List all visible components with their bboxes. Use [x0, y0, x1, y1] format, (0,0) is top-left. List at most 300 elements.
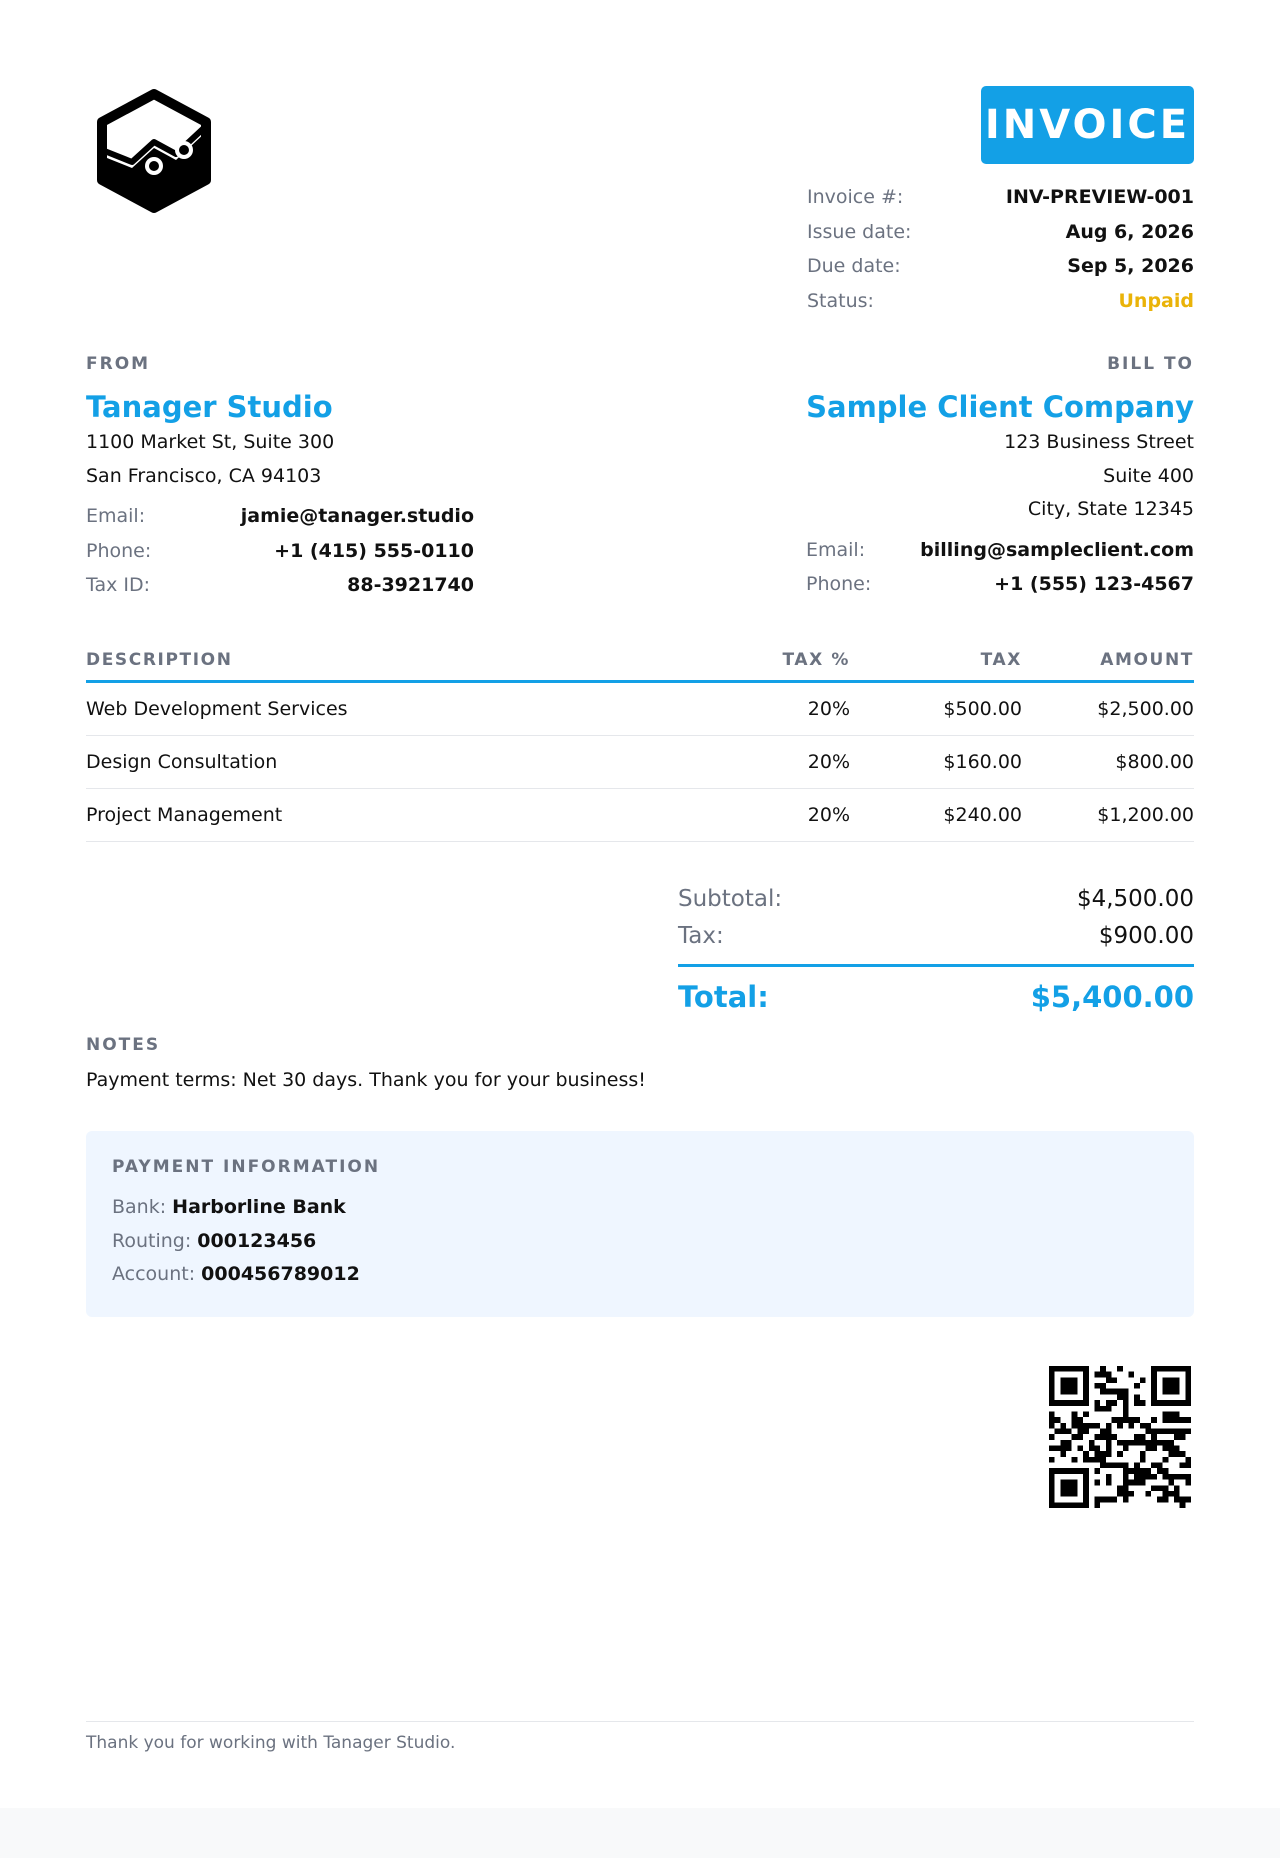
- qr-module: [1168, 1440, 1174, 1446]
- qr-module: [1055, 1446, 1061, 1452]
- qr-module: [1072, 1377, 1078, 1383]
- qr-module: [1072, 1485, 1078, 1491]
- qr-module: [1157, 1463, 1163, 1469]
- qr-module: [1146, 1440, 1152, 1446]
- qr-module: [1049, 1491, 1055, 1497]
- meta-label: Due date:: [807, 255, 901, 278]
- item-tax-percent: 20%: [700, 789, 850, 842]
- qr-module: [1072, 1411, 1078, 1417]
- qr-module: [1049, 1446, 1055, 1452]
- item-description: Design Consultation: [86, 736, 700, 789]
- qr-module: [1100, 1428, 1106, 1434]
- qr-module: [1066, 1485, 1072, 1491]
- item-tax-percent: 20%: [700, 736, 850, 789]
- item-tax: $500.00: [850, 682, 1022, 736]
- qr-module: [1049, 1389, 1055, 1395]
- qr-module: [1151, 1446, 1157, 1452]
- meta-label: Status:: [807, 289, 874, 312]
- qr-module: [1117, 1417, 1123, 1423]
- qr-module: [1077, 1428, 1083, 1434]
- item-amount: $1,200.00: [1022, 789, 1194, 842]
- qr-module: [1060, 1383, 1066, 1389]
- qr-module: [1129, 1491, 1135, 1497]
- subtotal-value: $4,500.00: [1076, 885, 1194, 912]
- header-tax: TAX: [850, 640, 1022, 682]
- qr-module: [1151, 1428, 1157, 1434]
- qr-module: [1174, 1383, 1180, 1389]
- qr-module: [1163, 1497, 1169, 1503]
- qr-module: [1146, 1428, 1152, 1434]
- qr-module: [1168, 1474, 1174, 1480]
- qr-code-icon: [1049, 1366, 1191, 1508]
- meta-value: Sep 5, 2026: [1067, 255, 1194, 278]
- qr-module: [1163, 1400, 1169, 1406]
- bill-to-heading: BILL TO: [1107, 354, 1194, 374]
- qr-module: [1066, 1428, 1072, 1434]
- grand-total-row: [678, 967, 1194, 1027]
- qr-module: [1072, 1468, 1078, 1474]
- routing-value: 000123456: [197, 1229, 317, 1252]
- qr-module: [1083, 1366, 1089, 1372]
- qr-module: [1100, 1389, 1106, 1395]
- qr-module: [1100, 1383, 1106, 1389]
- qr-module: [1163, 1474, 1169, 1480]
- routing-label: Routing:: [112, 1229, 192, 1252]
- payment-heading: PAYMENT INFORMATION: [112, 1157, 381, 1177]
- client-phone: +1 (555) 123-4567: [994, 573, 1194, 596]
- qr-module: [1151, 1434, 1157, 1440]
- qr-module: [1049, 1497, 1055, 1503]
- qr-module: [1106, 1377, 1112, 1383]
- client-email-row: [806, 533, 1194, 568]
- qr-module: [1180, 1451, 1186, 1457]
- qr-module: [1185, 1497, 1191, 1503]
- qr-module: [1083, 1394, 1089, 1400]
- qr-module: [1060, 1468, 1066, 1474]
- contact-label: Phone:: [86, 539, 152, 562]
- qr-module: [1077, 1423, 1083, 1429]
- qr-module: [1049, 1366, 1055, 1372]
- qr-module: [1100, 1366, 1106, 1372]
- tax-total-row: [678, 917, 1194, 954]
- subtotal-row: [678, 880, 1194, 917]
- qr-module: [1066, 1377, 1072, 1383]
- qr-module: [1111, 1463, 1117, 1469]
- qr-module: [1094, 1434, 1100, 1440]
- qr-module: [1083, 1411, 1089, 1417]
- qr-module: [1049, 1411, 1055, 1417]
- qr-module: [1117, 1463, 1123, 1469]
- meta-row-invoice-number: [807, 180, 1194, 215]
- qr-module: [1117, 1491, 1123, 1497]
- invoice-meta: [807, 180, 1194, 318]
- qr-module: [1180, 1502, 1186, 1508]
- qr-module: [1134, 1480, 1140, 1486]
- qr-module: [1049, 1400, 1055, 1406]
- from-heading: FROM: [86, 354, 151, 374]
- qr-module: [1146, 1423, 1152, 1429]
- qr-module: [1106, 1497, 1112, 1503]
- item-description: Web Development Services: [86, 682, 700, 736]
- table-header-row: [86, 640, 1194, 682]
- qr-module: [1060, 1366, 1066, 1372]
- qr-module: [1185, 1377, 1191, 1383]
- qr-module: [1123, 1497, 1129, 1503]
- qr-module: [1106, 1423, 1112, 1429]
- qr-module: [1185, 1428, 1191, 1434]
- tax-total-label: Tax:: [678, 922, 724, 949]
- qr-module: [1106, 1428, 1112, 1434]
- qr-module: [1185, 1474, 1191, 1480]
- qr-module: [1111, 1389, 1117, 1395]
- bank-row: [112, 1191, 1168, 1225]
- qr-module: [1060, 1491, 1066, 1497]
- qr-module: [1185, 1463, 1191, 1469]
- qr-module: [1083, 1502, 1089, 1508]
- qr-module: [1174, 1474, 1180, 1480]
- qr-module: [1174, 1434, 1180, 1440]
- qr-module: [1066, 1383, 1072, 1389]
- meta-label: Invoice #:: [807, 186, 904, 209]
- qr-module: [1066, 1480, 1072, 1486]
- qr-module: [1157, 1400, 1163, 1406]
- sender-address-line: San Francisco, CA 94103: [86, 464, 322, 487]
- meta-value: INV-PREVIEW-001: [1005, 186, 1194, 209]
- qr-module: [1077, 1502, 1083, 1508]
- qr-module: [1094, 1383, 1100, 1389]
- qr-module: [1072, 1491, 1078, 1497]
- status-badge: Unpaid: [1118, 289, 1194, 312]
- qr-module: [1055, 1468, 1061, 1474]
- tax-total-value: $900.00: [1098, 922, 1194, 949]
- client-address-line: 123 Business Street: [1004, 431, 1194, 453]
- qr-module: [1163, 1383, 1169, 1389]
- contact-label: Email:: [806, 538, 866, 561]
- qr-module: [1123, 1474, 1129, 1480]
- qr-module: [1055, 1366, 1061, 1372]
- qr-module: [1089, 1446, 1095, 1452]
- qr-module: [1168, 1366, 1174, 1372]
- qr-module: [1060, 1423, 1066, 1429]
- qr-module: [1049, 1468, 1055, 1474]
- qr-module: [1060, 1485, 1066, 1491]
- qr-module: [1123, 1463, 1129, 1469]
- qr-module: [1077, 1434, 1083, 1440]
- qr-module: [1185, 1394, 1191, 1400]
- qr-module: [1049, 1474, 1055, 1480]
- qr-module: [1083, 1377, 1089, 1383]
- qr-module: [1174, 1451, 1180, 1457]
- subtotal-label: Subtotal:: [678, 885, 783, 912]
- qr-module: [1072, 1400, 1078, 1406]
- header-tax-percent: TAX %: [700, 640, 850, 682]
- qr-module: [1055, 1400, 1061, 1406]
- qr-module: [1106, 1440, 1112, 1446]
- qr-module: [1134, 1383, 1140, 1389]
- qr-module: [1094, 1468, 1100, 1474]
- qr-module: [1060, 1428, 1066, 1434]
- payment-info-box: [86, 1131, 1194, 1317]
- qr-module: [1106, 1389, 1112, 1395]
- header-amount: AMOUNT: [1022, 640, 1194, 682]
- qr-module: [1163, 1446, 1169, 1452]
- qr-module: [1049, 1502, 1055, 1508]
- qr-module: [1151, 1474, 1157, 1480]
- qr-module: [1163, 1468, 1169, 1474]
- qr-module: [1123, 1468, 1129, 1474]
- qr-module: [1163, 1389, 1169, 1395]
- qr-module: [1111, 1417, 1117, 1423]
- client-address-line: Suite 400: [1103, 464, 1194, 487]
- qr-module: [1066, 1468, 1072, 1474]
- client-phone-row: [806, 567, 1194, 602]
- qr-module: [1060, 1377, 1066, 1383]
- qr-module: [1094, 1423, 1100, 1429]
- qr-module: [1180, 1417, 1186, 1423]
- item-amount: $2,500.00: [1022, 682, 1194, 736]
- qr-module: [1077, 1400, 1083, 1406]
- routing-row: [112, 1225, 1168, 1259]
- account-row: [112, 1258, 1168, 1292]
- qr-module: [1168, 1480, 1174, 1486]
- qr-module: [1049, 1434, 1055, 1440]
- meta-row-status: [807, 284, 1194, 319]
- qr-module: [1151, 1485, 1157, 1491]
- sender-name: Tanager Studio: [86, 390, 333, 424]
- qr-module: [1157, 1497, 1163, 1503]
- table-row: [86, 682, 1194, 736]
- qr-module: [1134, 1400, 1140, 1406]
- qr-module: [1180, 1497, 1186, 1503]
- qr-module: [1180, 1400, 1186, 1406]
- qr-module: [1072, 1389, 1078, 1395]
- qr-module: [1083, 1451, 1089, 1457]
- footer-divider: [86, 1721, 1194, 1722]
- qr-module: [1089, 1423, 1095, 1429]
- sender-email[interactable]: jamie@tanager.studio: [240, 505, 474, 528]
- qr-module: [1174, 1428, 1180, 1434]
- qr-module: [1151, 1383, 1157, 1389]
- qr-module: [1060, 1400, 1066, 1406]
- qr-module: [1072, 1457, 1078, 1463]
- qr-module: [1168, 1377, 1174, 1383]
- qr-module: [1140, 1423, 1146, 1429]
- qr-module: [1055, 1502, 1061, 1508]
- qr-module: [1163, 1440, 1169, 1446]
- qr-module: [1146, 1446, 1152, 1452]
- qr-module: [1129, 1417, 1135, 1423]
- contact-label: Tax ID:: [86, 574, 151, 597]
- qr-module: [1100, 1497, 1106, 1503]
- qr-module: [1151, 1463, 1157, 1469]
- qr-module: [1163, 1366, 1169, 1372]
- qr-module: [1049, 1394, 1055, 1400]
- qr-module: [1083, 1423, 1089, 1429]
- qr-module: [1111, 1377, 1117, 1383]
- qr-module: [1151, 1440, 1157, 1446]
- qr-module: [1077, 1417, 1083, 1423]
- client-email[interactable]: billing@sampleclient.com: [920, 538, 1194, 561]
- qr-module: [1049, 1480, 1055, 1486]
- qr-module: [1185, 1457, 1191, 1463]
- qr-module: [1134, 1474, 1140, 1480]
- qr-module: [1180, 1434, 1186, 1440]
- qr-module: [1117, 1389, 1123, 1395]
- qr-module: [1083, 1457, 1089, 1463]
- sender-contacts: [86, 499, 474, 603]
- meta-label: Issue date:: [807, 220, 912, 243]
- qr-module: [1049, 1485, 1055, 1491]
- qr-module: [1151, 1394, 1157, 1400]
- qr-module: [1111, 1434, 1117, 1440]
- qr-module: [1117, 1366, 1123, 1372]
- qr-module: [1123, 1480, 1129, 1486]
- qr-module: [1151, 1372, 1157, 1378]
- qr-module: [1140, 1468, 1146, 1474]
- qr-module: [1140, 1400, 1146, 1406]
- qr-module: [1185, 1383, 1191, 1389]
- qr-module: [1123, 1406, 1129, 1412]
- qr-module: [1077, 1446, 1083, 1452]
- qr-module: [1094, 1372, 1100, 1378]
- qr-module: [1168, 1383, 1174, 1389]
- qr-module: [1049, 1377, 1055, 1383]
- account-value: 000456789012: [201, 1263, 360, 1285]
- qr-module: [1163, 1428, 1169, 1434]
- sender-address-line: 1100 Market St, Suite 300: [86, 431, 335, 453]
- item-tax: $240.00: [850, 789, 1022, 842]
- qr-module: [1140, 1474, 1146, 1480]
- qr-module: [1168, 1428, 1174, 1434]
- qr-module: [1163, 1377, 1169, 1383]
- qr-module: [1151, 1377, 1157, 1383]
- qr-module: [1106, 1372, 1112, 1378]
- qr-module: [1174, 1400, 1180, 1406]
- qr-module: [1151, 1366, 1157, 1372]
- grand-total-value: $5,400.00: [1030, 980, 1194, 1014]
- qr-module: [1134, 1468, 1140, 1474]
- client-contacts: [806, 533, 1194, 602]
- qr-module: [1066, 1446, 1072, 1452]
- qr-module: [1072, 1417, 1078, 1423]
- contact-label: Email:: [86, 505, 146, 528]
- item-tax-percent: 20%: [700, 682, 850, 736]
- qr-module: [1083, 1383, 1089, 1389]
- qr-module: [1174, 1485, 1180, 1491]
- qr-module: [1146, 1468, 1152, 1474]
- qr-module: [1066, 1400, 1072, 1406]
- qr-module: [1083, 1491, 1089, 1497]
- item-amount: $800.00: [1022, 736, 1194, 789]
- qr-module: [1055, 1428, 1061, 1434]
- qr-module: [1111, 1497, 1117, 1503]
- invoice-badge: INVOICE: [981, 86, 1194, 164]
- footer-text: Thank you for working with Tanager Studio.: [86, 1733, 456, 1753]
- qr-module: [1094, 1497, 1100, 1503]
- sender-phone: +1 (415) 555-0110: [274, 539, 474, 562]
- header-description: DESCRIPTION: [86, 640, 700, 682]
- qr-module: [1106, 1400, 1112, 1406]
- qr-module: [1066, 1440, 1072, 1446]
- qr-module: [1117, 1423, 1123, 1429]
- qr-module: [1123, 1411, 1129, 1417]
- qr-module: [1072, 1366, 1078, 1372]
- qr-module: [1083, 1400, 1089, 1406]
- qr-module: [1106, 1474, 1112, 1480]
- qr-module: [1083, 1428, 1089, 1434]
- qr-module: [1134, 1434, 1140, 1440]
- qr-module: [1140, 1480, 1146, 1486]
- qr-module: [1168, 1446, 1174, 1452]
- qr-module: [1060, 1440, 1066, 1446]
- qr-module: [1146, 1491, 1152, 1497]
- qr-module: [1049, 1372, 1055, 1378]
- qr-module: [1174, 1446, 1180, 1452]
- qr-module: [1157, 1468, 1163, 1474]
- qr-module: [1094, 1446, 1100, 1452]
- sender-tax-id-row: [86, 568, 474, 603]
- qr-module: [1106, 1463, 1112, 1469]
- qr-module: [1049, 1383, 1055, 1389]
- qr-module: [1129, 1372, 1135, 1378]
- qr-module: [1163, 1411, 1169, 1417]
- qr-module: [1168, 1411, 1174, 1417]
- qr-module: [1060, 1451, 1066, 1457]
- qr-module: [1123, 1389, 1129, 1395]
- qr-module: [1168, 1389, 1174, 1395]
- qr-module: [1072, 1480, 1078, 1486]
- qr-module: [1066, 1366, 1072, 1372]
- qr-module: [1106, 1446, 1112, 1452]
- qr-module: [1066, 1389, 1072, 1395]
- qr-module: [1163, 1491, 1169, 1497]
- qr-module: [1083, 1497, 1089, 1503]
- qr-module: [1185, 1389, 1191, 1395]
- hexagon-chart-logo-icon: [92, 86, 216, 216]
- sender-phone-row: [86, 534, 474, 569]
- qr-module: [1123, 1400, 1129, 1406]
- line-items-table: [86, 640, 1194, 842]
- qr-module: [1072, 1434, 1078, 1440]
- qr-module: [1134, 1440, 1140, 1446]
- meta-value: Aug 6, 2026: [1065, 220, 1194, 243]
- qr-module: [1106, 1434, 1112, 1440]
- meta-row-due-date: [807, 249, 1194, 284]
- totals-section: [678, 880, 1194, 1027]
- qr-module: [1151, 1417, 1157, 1423]
- qr-module: [1140, 1451, 1146, 1457]
- client-name: Sample Client Company: [806, 390, 1194, 424]
- qr-module: [1094, 1457, 1100, 1463]
- qr-module: [1077, 1468, 1083, 1474]
- qr-module: [1174, 1366, 1180, 1372]
- qr-module: [1072, 1502, 1078, 1508]
- qr-module: [1123, 1446, 1129, 1452]
- qr-module: [1060, 1480, 1066, 1486]
- qr-module: [1180, 1474, 1186, 1480]
- qr-module: [1123, 1485, 1129, 1491]
- qr-module: [1168, 1491, 1174, 1497]
- qr-module: [1174, 1389, 1180, 1395]
- qr-module: [1185, 1480, 1191, 1486]
- qr-module: [1060, 1502, 1066, 1508]
- bill-to-section: [806, 354, 1194, 602]
- qr-module: [1151, 1400, 1157, 1406]
- from-section: [86, 354, 474, 603]
- qr-module: [1123, 1417, 1129, 1423]
- meta-row-issue-date: [807, 215, 1194, 250]
- qr-module: [1129, 1468, 1135, 1474]
